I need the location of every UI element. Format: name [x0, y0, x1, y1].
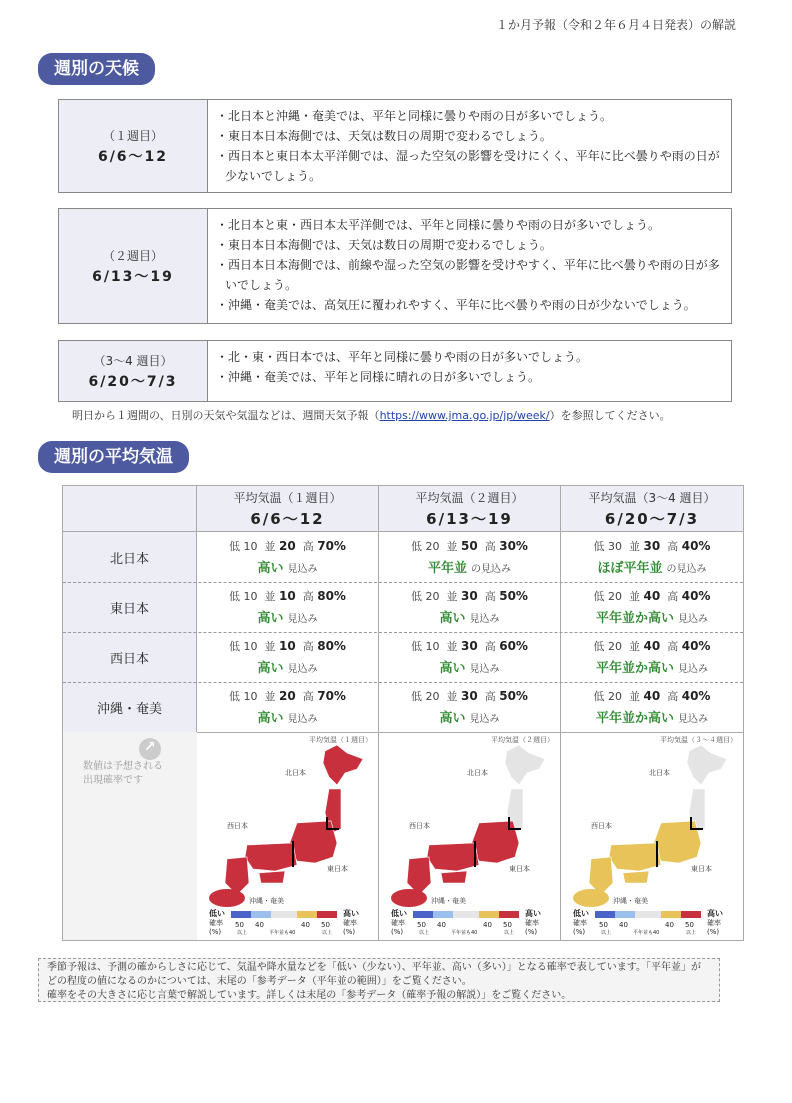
probability-legend	[209, 909, 367, 937]
high-mark: 高	[667, 640, 679, 653]
shikoku-shape	[623, 871, 649, 883]
kinki-chugoku-shape	[427, 843, 479, 871]
legend-swatch-low50	[595, 911, 615, 918]
high-mark: 高	[667, 690, 679, 703]
low-value: 10	[243, 590, 258, 603]
verdict-word: ほぼ平年並	[597, 561, 663, 576]
legend-swatch-normal	[635, 911, 661, 918]
verdict	[596, 657, 708, 676]
col-date: 6/6～12	[250, 509, 325, 528]
probability-cell	[561, 532, 743, 582]
high-value: 80%	[317, 589, 346, 603]
col-header-week34	[561, 486, 743, 532]
kinki-chugoku-shape	[245, 843, 297, 871]
corner-cell	[63, 486, 197, 532]
legend-n50-low: 50	[235, 921, 244, 929]
high-value: 50%	[499, 589, 528, 603]
probability-cell	[561, 632, 743, 682]
legend-low-rate: 確率	[573, 919, 587, 927]
probability-note	[83, 760, 163, 788]
map-label-north: 北日本	[467, 769, 488, 777]
week-34-box	[58, 340, 732, 402]
legend-n50-high: 50	[503, 921, 512, 929]
legend-low-pct: (%)	[209, 928, 222, 936]
high-mark: 高	[302, 690, 314, 703]
legend-low-pct: (%)	[573, 928, 586, 936]
low-value: 10	[243, 640, 258, 653]
week-34-line: ・北・東・西日本では、平年と同様に曇りや雨の日が多いでしょう。	[216, 350, 589, 364]
col-date: 6/20～7/3	[604, 509, 700, 528]
probability-line	[594, 688, 711, 704]
probability-note-line: 数値は予想される	[83, 761, 163, 772]
probability-cell	[197, 682, 379, 732]
legend-swatch-high40	[479, 911, 499, 918]
week-2-header	[59, 209, 208, 323]
region-cell	[63, 582, 197, 632]
legend-mid: 平年並も40	[269, 930, 296, 936]
verdict	[428, 557, 511, 576]
probability-cell	[379, 532, 561, 582]
legend-swatch-low50	[413, 911, 433, 918]
legend-n50-high: 50	[321, 921, 330, 929]
probability-cell	[379, 582, 561, 632]
low-value: 20	[425, 690, 440, 703]
probability-cell	[197, 532, 379, 582]
note-line: 確率をその大きさに応じ言葉で解説しています。詳しくは末尾の「参考データ（確率予報の解説）」をご覧ください。	[47, 990, 572, 1001]
legend-n40-high: 40	[301, 921, 310, 929]
legend-swatch-low40	[433, 911, 453, 918]
low-mark: 低	[593, 640, 605, 653]
verdict-word: 高い	[439, 611, 466, 626]
arrow-icon	[139, 738, 161, 760]
region-label: 東日本	[109, 601, 149, 617]
legend-n50-low: 50	[599, 921, 608, 929]
legend-high-pct: (%)	[707, 928, 720, 936]
weekly-forecast-note	[72, 407, 671, 423]
low-mark: 低	[229, 640, 241, 653]
row-divider	[63, 632, 743, 633]
probability-cell	[197, 632, 379, 682]
legend-ijo-high: 以上	[322, 930, 333, 936]
verdict-word: 高い	[439, 711, 466, 726]
legend-low: 低い	[573, 909, 589, 918]
verdict-tail: の見込み	[471, 564, 511, 575]
probability-line	[229, 588, 346, 604]
verdict	[257, 607, 317, 626]
week-2-line: ・沖縄・奄美では、高気圧に覆われやすく、平年に比べ曇りや雨の日が少ないでしょう。	[216, 298, 696, 312]
legend-scale	[573, 909, 731, 937]
verdict	[439, 707, 499, 726]
high-value: 30%	[499, 539, 528, 553]
legend-high-pct: (%)	[343, 928, 356, 936]
low-value: 20	[608, 640, 623, 653]
high-mark: 高	[484, 640, 496, 653]
col-label: 平均気温（3～4 週目）	[588, 490, 716, 505]
probability-line	[229, 538, 346, 554]
high-value: 40%	[681, 589, 711, 603]
verdict-tail: 見込み	[469, 714, 500, 725]
note-post: ）を参照してください。	[549, 409, 671, 422]
high-value: 60%	[499, 639, 528, 653]
week-1-text	[208, 100, 731, 192]
legend-ijo-high: 以上	[686, 930, 697, 936]
note-pre: 明日から１週間の、日別の天気や気温などは、週間天気予報（	[72, 409, 380, 422]
verdict	[439, 657, 499, 676]
row-divider	[63, 682, 743, 683]
normal-mark: 並	[629, 690, 641, 703]
verdict-tail: 見込み	[287, 714, 318, 725]
map-label-okinawa: 沖縄・奄美	[249, 897, 284, 905]
probability-cell	[561, 582, 743, 632]
week-2-text	[208, 209, 731, 323]
col-date: 6/13～19	[426, 509, 513, 528]
low-value: 30	[608, 540, 623, 553]
hokkaido-shape	[323, 745, 363, 785]
region-cell	[63, 532, 197, 582]
jma-week-link[interactable]: https://www.jma.go.jp/jp/week/	[379, 409, 550, 422]
normal-mark: 並	[264, 690, 276, 703]
verdict-word: 高い	[257, 561, 284, 576]
verdict-tail: 見込み	[287, 614, 318, 625]
legend-swatch-high40	[661, 911, 681, 918]
legend-n50-high: 50	[685, 921, 694, 929]
legend-low: 低い	[391, 909, 407, 918]
week-34-label: （3～4 週目）	[93, 353, 173, 368]
high-mark: 高	[667, 590, 679, 603]
region-cell	[63, 682, 197, 732]
high-value: 40%	[681, 539, 711, 553]
japan-map	[197, 733, 379, 911]
week-2-box	[58, 208, 732, 324]
week-34-header	[59, 341, 208, 401]
normal-mark: 並	[446, 690, 458, 703]
verdict-word: 高い	[257, 611, 284, 626]
verdict-tail: 見込み	[678, 664, 708, 675]
page-header: １か月予報（令和２年６月４日発表）の解説	[495, 18, 736, 32]
legend-swatch-low40	[615, 911, 635, 918]
week-1-date: 6/6～12	[97, 148, 169, 165]
col-label: 平均気温（１週目）	[233, 490, 342, 505]
legend-scale	[209, 909, 367, 937]
legend-high-rate: 確率	[707, 919, 721, 927]
map-label-north: 北日本	[649, 769, 670, 777]
high-mark: 高	[484, 690, 496, 703]
normal-value: 40	[643, 689, 661, 703]
verdict-tail: 見込み	[469, 664, 500, 675]
col-header-week1	[197, 486, 379, 532]
week-1-box	[58, 99, 732, 193]
legend-n40-low: 40	[255, 921, 264, 929]
low-mark: 低	[593, 690, 605, 703]
verdict	[439, 607, 499, 626]
week-2-date: 6/13～19	[92, 268, 174, 285]
legend-high-rate: 確率	[525, 919, 539, 927]
legend-ijo-high: 以上	[504, 930, 515, 936]
verdict	[596, 707, 708, 726]
map-label-okinawa: 沖縄・奄美	[613, 897, 648, 905]
low-mark: 低	[593, 590, 605, 603]
legend-swatch-low50	[231, 911, 251, 918]
map-label-west: 西日本	[227, 822, 248, 830]
week-2-line: ・北日本と東・西日本太平洋側では、平年と同様に曇りや雨の日が多いでしょう。	[216, 218, 661, 232]
verdict-word: 平年並	[427, 561, 467, 576]
verdict	[257, 557, 317, 576]
normal-mark: 並	[264, 590, 276, 603]
low-value: 20	[425, 540, 440, 553]
map-label-okinawa: 沖縄・奄美	[431, 897, 466, 905]
probability-legend	[573, 909, 731, 937]
high-mark: 高	[302, 540, 314, 553]
map-title: 平均気温（１週目）	[309, 736, 372, 744]
probability-line	[411, 588, 528, 604]
legend-ijo-low: 以上	[419, 930, 430, 936]
week-34-line: ・沖縄・奄美では、平年と同様に晴れの日が多いでしょう。	[216, 370, 541, 384]
high-mark: 高	[484, 540, 496, 553]
low-mark: 低	[411, 640, 423, 653]
probability-line	[411, 638, 528, 654]
verdict-word: 平年並か高い	[595, 661, 674, 676]
region-label: 沖縄・奄美	[96, 701, 162, 717]
probability-cell	[379, 632, 561, 682]
low-mark: 低	[411, 590, 423, 603]
forecast-map-cell	[379, 732, 561, 940]
map-label-east: 東日本	[327, 865, 348, 873]
shikoku-shape	[259, 871, 285, 883]
region-label: 西日本	[109, 651, 149, 667]
col-header-week2	[379, 486, 561, 532]
week-34-date: 6/20～7/3	[88, 373, 178, 390]
normal-value: 40	[643, 589, 661, 603]
verdict-word: 高い	[257, 661, 284, 676]
note-line: 季節予報は、予測の確からしさに応じて、気温や降水量などを「低い（少ない）、平年並、高い（多い）」となる確率で表しています。「平年並」が	[47, 962, 701, 973]
normal-value: 20	[279, 689, 296, 703]
probability-line	[229, 638, 346, 654]
legend-swatch-high50	[681, 911, 701, 918]
high-mark: 高	[484, 590, 496, 603]
normal-mark: 並	[629, 540, 641, 553]
week-1-line: ・西日本と東日本太平洋側では、湿った空気の影響を受けにくく、平年に比べ曇りや雨の日が少ないでしょう。	[216, 149, 720, 183]
kanto-chubu-shape	[289, 821, 337, 863]
verdict-tail: 見込み	[469, 614, 500, 625]
verdict	[597, 557, 706, 576]
low-mark: 低	[229, 540, 241, 553]
probability-note-line: 出現確率です	[83, 775, 143, 786]
high-mark: 高	[302, 640, 314, 653]
verdict-word: 平年並か高い	[595, 611, 674, 626]
legend-n40-low: 40	[437, 921, 446, 929]
legend-high: 高い	[525, 909, 541, 918]
legend-low-rate: 確率	[209, 919, 223, 927]
high-value: 50%	[499, 689, 528, 703]
legend-mid: 平年並も40	[451, 930, 478, 936]
legend-low-pct: (%)	[391, 928, 404, 936]
temperature-table	[62, 485, 744, 941]
normal-value: 30	[461, 689, 478, 703]
verdict-tail: 見込み	[287, 564, 318, 575]
high-value: 80%	[317, 639, 346, 653]
probability-line	[411, 688, 528, 704]
week-34-text	[208, 341, 731, 401]
normal-mark: 並	[446, 590, 458, 603]
legend-swatch-high50	[499, 911, 519, 918]
region-cell	[63, 632, 197, 682]
verdict-word: 高い	[439, 661, 466, 676]
legend-swatch-high40	[297, 911, 317, 918]
legend-low-rate: 確率	[391, 919, 405, 927]
verdict	[257, 707, 317, 726]
forecast-map-cell	[197, 732, 379, 940]
kinki-chugoku-shape	[609, 843, 661, 871]
low-mark: 低	[229, 590, 241, 603]
legend-low: 低い	[209, 909, 225, 918]
legend-high: 高い	[707, 909, 723, 918]
normal-mark: 並	[446, 540, 458, 553]
low-value: 10	[243, 540, 258, 553]
legend-n40-high: 40	[665, 921, 674, 929]
legend-high-rate: 確率	[343, 919, 357, 927]
low-value: 20	[608, 690, 623, 703]
normal-value: 30	[461, 589, 478, 603]
legend-swatch-high50	[317, 911, 337, 918]
low-value: 20	[425, 590, 440, 603]
map-label-east: 東日本	[509, 865, 530, 873]
week-1-header	[59, 100, 208, 192]
okinawa-shape	[573, 889, 609, 907]
legend-high-pct: (%)	[525, 928, 538, 936]
verdict	[257, 657, 317, 676]
probability-line	[594, 588, 711, 604]
map-label-east: 東日本	[691, 865, 712, 873]
normal-mark: 並	[629, 640, 641, 653]
normal-mark: 並	[446, 640, 458, 653]
verdict	[596, 607, 708, 626]
verdict-word: 平年並か高い	[595, 711, 674, 726]
normal-value: 40	[643, 639, 661, 653]
normal-value: 30	[643, 539, 661, 553]
probability-legend	[391, 909, 549, 937]
high-mark: 高	[302, 590, 314, 603]
hokkaido-shape	[505, 745, 545, 785]
legend-n50-low: 50	[417, 921, 426, 929]
normal-mark: 並	[629, 590, 641, 603]
week-1-label: （１週目）	[102, 128, 163, 143]
japan-map	[379, 733, 561, 911]
probability-cell	[379, 682, 561, 732]
low-mark: 低	[411, 540, 423, 553]
high-value: 40%	[681, 639, 711, 653]
normal-value: 30	[461, 639, 478, 653]
probability-line	[411, 538, 528, 554]
legend-high: 高い	[343, 909, 359, 918]
legend-ijo-low: 以上	[237, 930, 248, 936]
verdict-word: 高い	[257, 711, 284, 726]
week-1-line: ・東日本日本海側では、天気は数日の周期で変わるでしょう。	[216, 129, 552, 143]
verdict-tail: 見込み	[678, 714, 708, 725]
okinawa-shape	[391, 889, 427, 907]
week-2-line: ・東日本日本海側では、天気は数日の周期で変わるでしょう。	[216, 238, 552, 252]
verdict-tail: の見込み	[666, 564, 707, 575]
legend-swatch-normal	[453, 911, 479, 918]
row-divider	[63, 582, 743, 583]
normal-mark: 並	[264, 640, 276, 653]
verdict-tail: 見込み	[678, 614, 708, 625]
probability-line	[229, 688, 346, 704]
kanto-chubu-shape	[653, 821, 701, 863]
high-value: 40%	[681, 689, 711, 703]
forecast-map-cell	[561, 732, 743, 940]
map-label-west: 西日本	[591, 822, 612, 830]
seasonal-forecast-note	[38, 958, 720, 1002]
map-label-north: 北日本	[285, 769, 306, 777]
legend-scale	[391, 909, 549, 937]
week-1-line: ・北日本と沖縄・奄美では、平年と同様に曇りや雨の日が多いでしょう。	[216, 109, 613, 123]
section-title-temperature: 週別の平均気温	[38, 441, 189, 473]
high-value: 70%	[317, 689, 346, 703]
low-mark: 低	[593, 540, 605, 553]
low-mark: 低	[229, 690, 241, 703]
high-value: 70%	[317, 539, 346, 553]
col-label: 平均気温（２週目）	[415, 490, 524, 505]
probability-line	[594, 638, 711, 654]
low-value: 10	[425, 640, 440, 653]
legend-swatch-low40	[251, 911, 271, 918]
legend-n40-low: 40	[619, 921, 628, 929]
shikoku-shape	[441, 871, 467, 883]
region-label: 北日本	[109, 551, 149, 567]
section-title-weather: 週別の天候	[38, 53, 155, 85]
hokkaido-shape	[687, 745, 727, 785]
normal-mark: 並	[264, 540, 276, 553]
probability-cell	[197, 582, 379, 632]
normal-value: 50	[461, 539, 478, 553]
kanto-chubu-shape	[471, 821, 519, 863]
low-value: 20	[608, 590, 623, 603]
low-mark: 低	[411, 690, 423, 703]
legend-swatch-normal	[271, 911, 297, 918]
low-value: 10	[243, 690, 258, 703]
note-line: どの程度の値になるのかについては、末尾の「参考データ（平年並の範囲）」をご覧ください。	[47, 976, 472, 987]
high-mark: 高	[667, 540, 679, 553]
normal-value: 20	[279, 539, 296, 553]
japan-map	[561, 733, 743, 911]
map-title: 平均気温（２週目）	[491, 736, 554, 744]
week-2-line: ・西日本日本海側では、前線や湿った空気の影響を受けやすく、平年に比べ曇りや雨の日が多いでしょう。	[216, 258, 720, 292]
probability-cell	[561, 682, 743, 732]
verdict-tail: 見込み	[287, 664, 318, 675]
map-title: 平均気温（３～４週目）	[660, 736, 737, 744]
week-2-label: （２週目）	[102, 248, 163, 263]
normal-value: 10	[279, 639, 296, 653]
legend-n40-high: 40	[483, 921, 492, 929]
legend-ijo-low: 以上	[601, 930, 612, 936]
map-label-west: 西日本	[409, 822, 430, 830]
map-side-cell	[63, 732, 197, 940]
probability-line	[594, 538, 711, 554]
normal-value: 10	[279, 589, 296, 603]
legend-mid: 平年並も40	[633, 930, 660, 936]
okinawa-shape	[209, 889, 245, 907]
